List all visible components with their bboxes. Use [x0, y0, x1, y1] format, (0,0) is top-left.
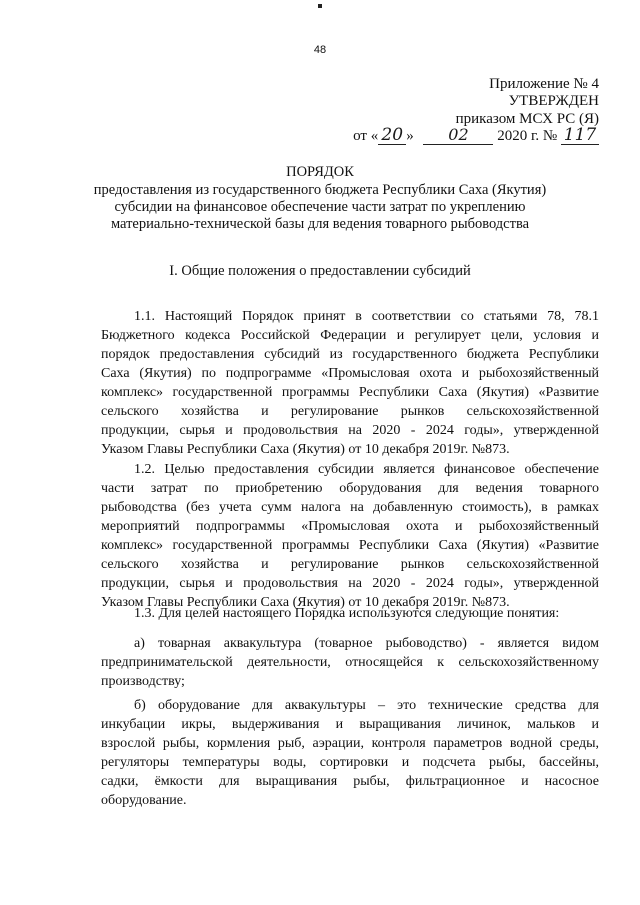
- approved-label: УТВЕРЖДЕН: [508, 93, 599, 109]
- section-heading: I. Общие положения о предоставлении субсидий: [169, 263, 471, 279]
- paragraph-1-2: [101, 460, 599, 612]
- text-line: Бюджетного кодекса Российской Федерации и регулирует цели, условия и: [101, 328, 599, 343]
- text-line: предпринимательской деятельности, относящейся к сельскохозяйственному: [101, 655, 599, 670]
- text-line: порядок предоставления субсидий из государственного бюджета Республики: [101, 347, 599, 362]
- text-line: взрослой рыбы, кормления рыб, аэрации, контроля параметров водной среды,: [101, 736, 599, 751]
- text-line: Указом Главы Республики Саха (Якутия) от 10 декабря 2019г. №873.: [101, 595, 510, 610]
- text-line: а) товарная аквакультура (товарное рыбоводство) - является видом: [134, 636, 599, 651]
- subtitle-line-1: предоставления из государственного бюджета Республики Саха (Якутия): [93, 182, 547, 198]
- text-line: продукции, сырья и продовольствия на 2020 - 2024 годы», утвержденной: [101, 576, 599, 591]
- handwritten-day: 20: [378, 126, 406, 145]
- page-number: 48: [313, 44, 327, 56]
- text-line: регуляторы температуры воды, сортировки и подсчета рыбы, бассейны,: [101, 755, 599, 770]
- subtitle-line-2: субсидии на финансовое обеспечение части затрат по укреплению: [114, 199, 526, 215]
- text-line: сельского хозяйства и регулирование рынков сельскохозяйственной: [101, 557, 599, 572]
- appendix-label: Приложение № 4: [489, 76, 599, 92]
- text-line: оборудование.: [101, 793, 187, 808]
- handwritten-number: 117: [561, 126, 599, 145]
- definition-b: [101, 696, 599, 810]
- text-line: комплекс» государственной программы Республики Саха (Якутия) «Развитие: [101, 385, 599, 400]
- text-line: садки, ёмкости для выращивания рыбы, фильтрационное и насосное: [101, 774, 599, 789]
- order-date-line: [353, 126, 599, 145]
- paragraph-1-1: [101, 307, 599, 459]
- text-line: части затрат по приобретению оборудования для ведения товарного: [101, 481, 599, 496]
- subtitle-line-3: материально-технической базы для ведения товарного рыбоводства: [110, 216, 530, 232]
- text-line: б) оборудование для аквакультуры – это технические средства для: [134, 698, 599, 713]
- date-mid: »: [406, 128, 414, 144]
- text-line: сельского хозяйства и регулирование рынков сельскохозяйственной: [101, 404, 599, 419]
- year-text: 2020 г. №: [497, 128, 558, 144]
- scan-mark: [318, 4, 322, 8]
- text-line: Саха (Якутия) по подпрограмме «Промысловая охота и рыбохозяйственный: [101, 366, 599, 381]
- date-prefix: от «: [353, 128, 379, 144]
- text-line: комплекс» государственной программы Республики Саха (Якутия) «Развитие: [101, 538, 599, 553]
- text-line: инкубации икры, выдерживания и выращивания личинок, мальков и: [101, 717, 599, 732]
- text-line: продукции, сырья и продовольствия на 2020 - 2024 годы», утвержденной: [101, 423, 599, 438]
- document-title: ПОРЯДОК: [286, 164, 354, 180]
- text-line: рыбоводства (без учета сумм налога на добавленную стоимость), в рамках: [101, 500, 599, 515]
- handwritten-month: 02: [423, 126, 493, 145]
- definition-a: [101, 634, 599, 691]
- text-line: мероприятий подпрограммы «Промысловая охота и рыбохозяйственный: [101, 519, 599, 534]
- order-label: приказом МСХ РС (Я): [455, 111, 599, 127]
- text-line: 1.2. Целью предоставления субсидии является финансовое обеспечение: [134, 462, 599, 477]
- paragraph-1-3: [101, 604, 599, 623]
- text-line: Указом Главы Республики Саха (Якутия) от 10 декабря 2019г. №873.: [101, 442, 510, 457]
- text-line: 1.1. Настоящий Порядок принят в соответствии со статьями 78, 78.1: [134, 309, 599, 324]
- text-line: 1.3. Для целей настоящего Порядка используются следующие понятия:: [134, 606, 560, 621]
- text-line: производству;: [101, 674, 185, 689]
